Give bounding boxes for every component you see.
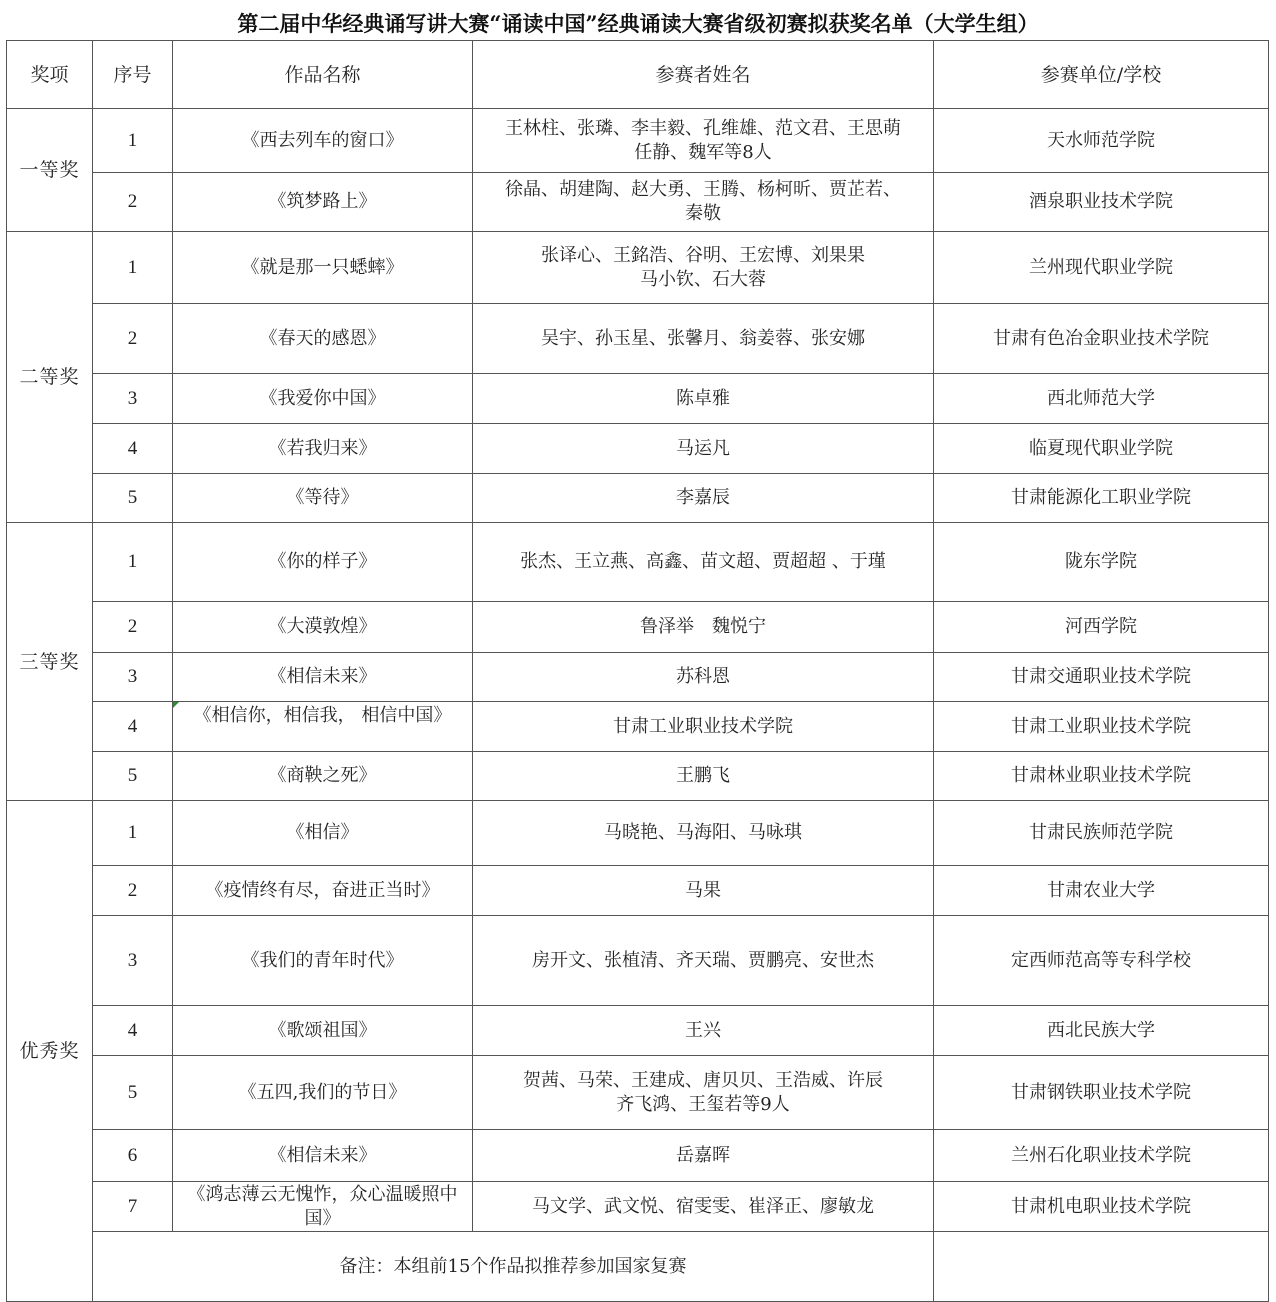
- table-row: [7, 1006, 1269, 1056]
- participants-cell: [473, 474, 934, 523]
- participants-cell: [473, 304, 934, 374]
- header-work: 作品名称: [173, 41, 473, 109]
- participants-line: 甘肃工业职业技术学院: [613, 715, 793, 737]
- participants-cell: [473, 109, 934, 173]
- table-row: [7, 424, 1269, 474]
- award-level-first: 一等奖: [7, 109, 93, 232]
- participants-cell: [473, 653, 934, 702]
- row-index: 4: [93, 424, 173, 474]
- table-row: [7, 374, 1269, 424]
- table-row: [7, 752, 1269, 801]
- row-index: 5: [93, 752, 173, 801]
- row-index: 1: [93, 232, 173, 304]
- award-level-excellence: 优秀奖: [7, 801, 93, 1302]
- school-name: 甘肃民族师范学院: [934, 801, 1269, 866]
- cell-comment-marker: [173, 702, 179, 708]
- school-name: 临夏现代职业学院: [934, 424, 1269, 474]
- note-text: 备注：本组前15个作品拟推荐参加国家复赛: [93, 1232, 934, 1302]
- header-school: 参赛单位/学校: [934, 41, 1269, 109]
- work-title: 《我爱你中国》: [173, 374, 473, 424]
- participants-line: 贺茜、马荣、王建成、唐贝贝、王浩威、许辰: [523, 1069, 883, 1091]
- table-row: [7, 866, 1269, 916]
- work-title-cell: [173, 702, 473, 752]
- participants-line: 王鹏飞: [676, 765, 730, 786]
- work-title: 《就是那一只蟋蟀》: [173, 232, 473, 304]
- work-title: 《若我归来》: [173, 424, 473, 474]
- header-participants: 参赛者姓名: [473, 41, 934, 109]
- work-title: 《大漠敦煌》: [173, 602, 473, 653]
- participants-cell: [473, 424, 934, 474]
- participants-cell: [473, 866, 934, 916]
- school-name: 天水师范学院: [934, 109, 1269, 173]
- work-title: 《鸿志薄云无愧怍，众心温暖照中国》: [173, 1182, 473, 1232]
- school-name: 甘肃林业职业技术学院: [934, 752, 1269, 801]
- table-row: [7, 173, 1269, 232]
- participants-line: 房开文、张植清、齐天瑞、贾鹏亮、安世杰: [532, 949, 874, 971]
- work-title: 《西去列车的窗口》: [173, 109, 473, 173]
- participants-line: 徐晶、胡建陶、赵大勇、王腾、杨柯昕、贾芷若、: [505, 179, 901, 200]
- school-name: 甘肃交通职业技术学院: [934, 653, 1269, 702]
- work-title: 《我们的青年时代》: [173, 916, 473, 1006]
- note-row: [7, 1232, 1269, 1302]
- participants-cell: [473, 1056, 934, 1130]
- header-row: [7, 41, 1269, 109]
- participants-line: 岳嘉晖: [676, 1144, 730, 1166]
- work-title: 《筑梦路上》: [173, 173, 473, 232]
- participants-line: 李嘉辰: [676, 487, 730, 508]
- participants-cell: [473, 1006, 934, 1056]
- participants-line: 任静、魏军等8人: [634, 141, 772, 163]
- participants-line: 吴宇、孙玉星、张馨月、翁姜蓉、张安娜: [541, 327, 865, 349]
- participants-line: 鲁泽举 魏悦宁: [640, 616, 766, 637]
- participants-cell: [473, 374, 934, 424]
- school-name: 甘肃能源化工职业学院: [934, 474, 1269, 523]
- table-row: [7, 602, 1269, 653]
- row-index: 7: [93, 1182, 173, 1232]
- row-index: 2: [93, 173, 173, 232]
- school-name: 甘肃有色冶金职业技术学院: [934, 304, 1269, 374]
- school-name: 甘肃工业职业技术学院: [934, 702, 1269, 752]
- school-name: 西北师范大学: [934, 374, 1269, 424]
- participants-line: 马果: [685, 879, 721, 901]
- row-index: 3: [93, 653, 173, 702]
- school-name: 甘肃机电职业技术学院: [934, 1182, 1269, 1232]
- participants-cell: [473, 702, 934, 752]
- participants-line: 王林柱、张璘、李丰毅、孔维雄、范文君、王思萌: [505, 117, 901, 139]
- table-row: [7, 653, 1269, 702]
- participants-cell: [473, 801, 934, 866]
- work-title: 《相信你，相信我， 相信中国》: [193, 705, 452, 726]
- participants-cell: [473, 1130, 934, 1182]
- work-title: 《春天的感恩》: [173, 304, 473, 374]
- award-level-second: 二等奖: [7, 232, 93, 523]
- participants-line: 张译心、王銘浩、谷明、王宏博、刘果果: [541, 244, 865, 266]
- table-row: [7, 304, 1269, 374]
- participants-cell: [473, 602, 934, 653]
- table-row: [7, 916, 1269, 1006]
- table-row: [7, 702, 1269, 752]
- participants-line: 王兴: [685, 1019, 721, 1041]
- work-title: 《疫情终有尽，奋进正当时》: [173, 866, 473, 916]
- participants-cell: [473, 752, 934, 801]
- row-index: 3: [93, 374, 173, 424]
- row-index: 2: [93, 304, 173, 374]
- row-index: 5: [93, 1056, 173, 1130]
- row-index: 4: [93, 702, 173, 752]
- row-index: 1: [93, 523, 173, 602]
- participants-line: 马文学、武文悦、宿雯雯、崔泽正、廖敏龙: [532, 1195, 874, 1217]
- participants-line: 秦敬: [685, 203, 721, 224]
- header-index: 序号: [93, 41, 173, 109]
- participants-cell: [473, 173, 934, 232]
- table-row: [7, 1182, 1269, 1232]
- table-row: [7, 523, 1269, 602]
- row-index: 1: [93, 109, 173, 173]
- school-name: 甘肃农业大学: [934, 866, 1269, 916]
- row-index: 6: [93, 1130, 173, 1182]
- work-title: 《五四,我们的节日》: [173, 1056, 473, 1130]
- participants-cell: [473, 232, 934, 304]
- school-name: 河西学院: [934, 602, 1269, 653]
- document-title: 第二届中华经典诵写讲大赛“诵读中国”经典诵读大赛省级初赛拟获奖名单（大学生组）: [237, 11, 1039, 36]
- row-index: 1: [93, 801, 173, 866]
- participants-cell: [473, 916, 934, 1006]
- table-row: [7, 109, 1269, 173]
- school-name: 兰州石化职业技术学院: [934, 1130, 1269, 1182]
- row-index: 5: [93, 474, 173, 523]
- award-level-third: 三等奖: [7, 523, 93, 801]
- table-row: [7, 474, 1269, 523]
- participants-line: 张杰、王立燕、高鑫、苗文超、贾超超 、于瑾: [520, 551, 886, 572]
- participants-line: 马晓艳、马海阳、马咏琪: [604, 822, 802, 843]
- table-row: [7, 232, 1269, 304]
- work-title: 《歌颂祖国》: [173, 1006, 473, 1056]
- participants-line: 马运凡: [676, 437, 730, 459]
- school-name: 酒泉职业技术学院: [934, 173, 1269, 232]
- header-award: 奖项: [7, 41, 93, 109]
- row-index: 3: [93, 916, 173, 1006]
- table-row: [7, 1056, 1269, 1130]
- work-title: 《相信未来》: [173, 1130, 473, 1182]
- work-title: 《你的样子》: [173, 523, 473, 602]
- participants-cell: [473, 1182, 934, 1232]
- row-index: 4: [93, 1006, 173, 1056]
- award-list-table: [6, 40, 1269, 1302]
- participants-line: 马小钦、石大蓉: [640, 268, 766, 290]
- participants-cell: [473, 523, 934, 602]
- work-title: 《相信》: [173, 801, 473, 866]
- school-name: 陇东学院: [934, 523, 1269, 602]
- work-title: 《商鞅之死》: [173, 752, 473, 801]
- row-index: 2: [93, 866, 173, 916]
- school-name: 甘肃钢铁职业技术学院: [934, 1056, 1269, 1130]
- note-blank: [934, 1232, 1269, 1302]
- school-name: 定西师范高等专科学校: [934, 916, 1269, 1006]
- work-title: 《等待》: [173, 474, 473, 523]
- participants-line: 陈卓雅: [676, 387, 730, 409]
- participants-line: 齐飞鸿、王玺若等9人: [616, 1093, 790, 1115]
- table-row: [7, 801, 1269, 866]
- participants-line: 苏科恩: [676, 666, 730, 687]
- table-row: [7, 1130, 1269, 1182]
- row-index: 2: [93, 602, 173, 653]
- school-name: 兰州现代职业学院: [934, 232, 1269, 304]
- work-title: 《相信未来》: [173, 653, 473, 702]
- school-name: 西北民族大学: [934, 1006, 1269, 1056]
